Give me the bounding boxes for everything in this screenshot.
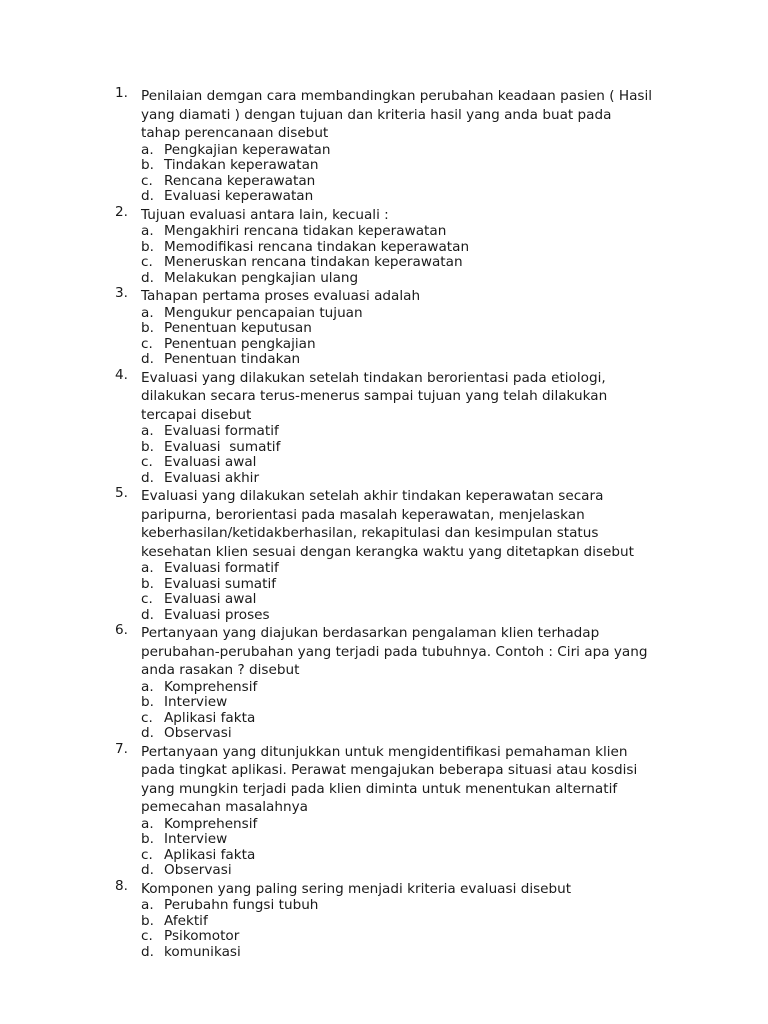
answer-option: [141, 914, 695, 930]
option-text: Penentuan keputusan: [164, 320, 312, 336]
option-text: Penentuan pengkajian: [164, 335, 316, 352]
answer-option: [141, 726, 695, 742]
question-list: [115, 86, 695, 960]
option-text: Komprehensif: [164, 815, 258, 832]
answer-option: [141, 306, 695, 322]
option-text: Psikomotor: [164, 928, 240, 944]
answer-option: [141, 321, 695, 337]
answer-option: [141, 711, 695, 727]
answer-option: [141, 680, 695, 696]
option-text: Observasi: [164, 862, 232, 878]
option-text: Pengkajian keperawatan: [164, 141, 331, 158]
question-number: 3.: [115, 285, 128, 301]
answer-option: [141, 577, 695, 593]
answer-option: [141, 471, 695, 487]
option-text: Melakukan pengkajian ulang: [164, 269, 359, 286]
question-text: Evaluasi yang dilakukan setelah akhir tindakan keperawatan secara paripurna, berorientasi pada masalah keperawatan, menjelaskan keberhasilan/ketidakberhasilan, rekapitulasi dan kesimpulan status kesehatan klien sesuai dengan kerangka waktu yang ditetapkan disebut: [141, 488, 634, 560]
question-item: [115, 623, 695, 742]
question-number: 1.: [115, 85, 128, 101]
option-text: Evaluasi awal: [164, 454, 257, 470]
answer-option: [141, 174, 695, 190]
option-text: Evaluasi proses: [164, 606, 270, 623]
option-text: Mengukur pencapaian tujuan: [164, 304, 363, 321]
option-letter: c.: [141, 454, 153, 470]
option-text: Observasi: [164, 725, 232, 741]
option-letter: b.: [141, 575, 154, 592]
answer-option: [141, 240, 695, 256]
option-letter: d.: [141, 862, 154, 878]
answer-option: [141, 608, 695, 624]
option-text: Evaluasi sumatif: [164, 575, 277, 592]
option-letter: b.: [141, 912, 154, 929]
option-letter: b.: [141, 157, 154, 173]
answer-options: [141, 817, 695, 879]
question-text: Pertanyaan yang diajukan berdasarkan pengalaman klien terhadap perubahan-perubahan yang terjadi pada tubuhnya. Contoh : Ciri apa yang anda rasakan ? disebut: [141, 625, 648, 678]
option-letter: d.: [141, 351, 154, 367]
question-item: [115, 486, 695, 623]
answer-options: [141, 561, 695, 623]
answer-option: [141, 945, 695, 961]
question-item: [115, 742, 695, 879]
question-number: 6.: [115, 622, 128, 638]
answer-option: [141, 255, 695, 271]
option-text: Evaluasi formatif: [164, 423, 279, 439]
option-text: Komprehensif: [164, 678, 258, 695]
option-letter: d.: [141, 188, 154, 204]
answer-option: [141, 440, 695, 456]
option-letter: d.: [141, 725, 154, 741]
option-text: Evaluasi akhir: [164, 469, 260, 486]
question-text: Tahapan pertama proses evaluasi adalah: [141, 288, 421, 304]
option-text: Penentuan tindakan: [164, 351, 301, 367]
option-text: Afektif: [164, 912, 208, 929]
option-text: Memodifikasi rencana tindakan keperawatan: [164, 238, 470, 255]
answer-option: [141, 832, 695, 848]
option-letter: d.: [141, 606, 154, 623]
answer-option: [141, 158, 695, 174]
answer-options: [141, 143, 695, 205]
option-letter: b.: [141, 831, 154, 847]
option-text: komunikasi: [164, 943, 241, 960]
answer-option: [141, 561, 695, 577]
question-text: Pertanyaan yang ditunjukkan untuk mengidentifikasi pemahaman klien pada tingkat aplikasi. Perawat mengajukan beberapa situasi atau kosdisi yang mungkin terjadi pada klien diminta untuk menentukan alternatif pemecahan masalahnya: [141, 743, 638, 815]
option-letter: a.: [141, 423, 154, 439]
answer-option: [141, 424, 695, 440]
option-text: Perubahn fungsi tubuh: [164, 897, 319, 913]
question-item: [115, 286, 695, 368]
option-letter: a.: [141, 897, 154, 913]
answer-option: [141, 695, 695, 711]
option-letter: c.: [141, 172, 153, 189]
option-letter: c.: [141, 591, 153, 607]
option-letter: c.: [141, 928, 153, 944]
question-number: 7.: [115, 740, 128, 757]
answer-option: [141, 224, 695, 240]
answer-option: [141, 898, 695, 914]
option-text: Tindakan keperawatan: [164, 157, 319, 173]
answer-option: [141, 592, 695, 608]
option-letter: c.: [141, 254, 153, 270]
answer-option: [141, 143, 695, 159]
option-text: Meneruskan rencana tindakan keperawatan: [164, 254, 463, 270]
option-letter: d.: [141, 269, 154, 286]
question-number: 5.: [115, 485, 128, 501]
answer-option: [141, 848, 695, 864]
option-letter: c.: [141, 709, 153, 726]
answer-options: [141, 424, 695, 486]
answer-option: [141, 455, 695, 471]
option-letter: a.: [141, 141, 154, 158]
question-text: Penilaian demgan cara membandingkan perubahan keadaan pasien ( Hasil yang diamati ) dengan tujuan dan kriteria hasil yang anda buat pada tahap perencanaan disebut: [141, 88, 653, 141]
option-text: Aplikasi fakta: [164, 709, 256, 726]
option-text: Evaluasi sumatif: [164, 438, 281, 455]
option-letter: c.: [141, 846, 153, 863]
answer-option: [141, 337, 695, 353]
option-text: Mengakhiri rencana tidakan keperawatan: [164, 223, 447, 239]
option-letter: d.: [141, 943, 154, 960]
answer-option: [141, 863, 695, 879]
question-item: [115, 879, 695, 961]
option-text: Interview: [164, 694, 228, 710]
question-number: 8.: [115, 877, 128, 894]
option-text: Interview: [164, 831, 228, 847]
answer-option: [141, 271, 695, 287]
answer-options: [141, 680, 695, 742]
option-text: Evaluasi formatif: [164, 560, 279, 576]
option-text: Rencana keperawatan: [164, 172, 316, 189]
answer-option: [141, 929, 695, 945]
option-letter: a.: [141, 560, 154, 576]
answer-option: [141, 189, 695, 205]
question-item: [115, 368, 695, 487]
answer-option: [141, 352, 695, 368]
option-letter: c.: [141, 335, 153, 352]
option-text: Evaluasi awal: [164, 591, 257, 607]
option-letter: d.: [141, 469, 154, 486]
option-text: Aplikasi fakta: [164, 846, 256, 863]
option-letter: b.: [141, 320, 154, 336]
option-text: Evaluasi keperawatan: [164, 188, 314, 204]
question-number: 4.: [115, 366, 128, 383]
question-item: [115, 86, 695, 205]
answer-option: [141, 817, 695, 833]
question-text: Evaluasi yang dilakukan setelah tindakan berorientasi pada etiologi, dilakukan secara terus-menerus sampai tujuan yang telah dilakukan tercapai disebut: [141, 369, 608, 423]
question-number: 2.: [115, 203, 128, 220]
option-letter: b.: [141, 694, 154, 710]
option-letter: a.: [141, 678, 154, 695]
question-item: [115, 205, 695, 287]
answer-options: [141, 224, 695, 286]
question-text: Komponen yang paling sering menjadi kriteria evaluasi disebut: [141, 880, 572, 897]
option-letter: a.: [141, 223, 154, 239]
option-letter: a.: [141, 815, 154, 832]
option-letter: a.: [141, 304, 154, 321]
answer-options: [141, 898, 695, 960]
answer-options: [141, 306, 695, 368]
question-text: Tujuan evaluasi antara lain, kecuali :: [141, 206, 389, 223]
option-letter: b.: [141, 438, 154, 455]
option-letter: b.: [141, 238, 154, 255]
